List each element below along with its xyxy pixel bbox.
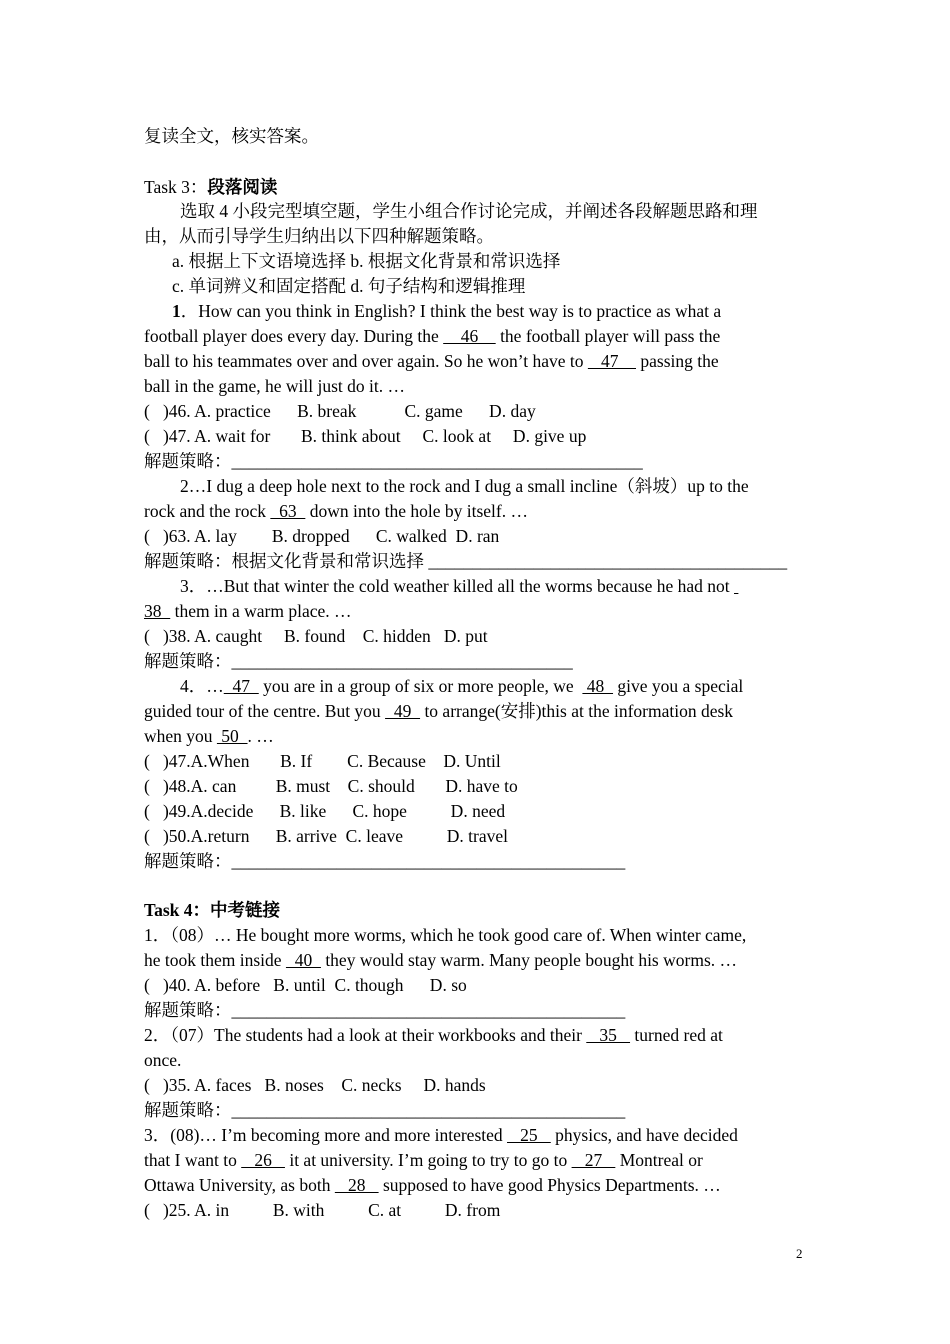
blank-48[interactable]: 48 [582,676,614,696]
task4-heading: Task 4：中考链接 [144,900,280,920]
passage-4-line-3: when you 50 . … [144,726,274,746]
task3-intro-line-1: 选取 4 小段完型填空题，学生小组合作讨论完成，并阐述各段解题思路和理 [180,201,758,221]
question-35: ( )35. A. faces B. noses C. necks D. hands [144,1075,486,1095]
item-2-line-1: 2．（07）The students had a look at their workbooks and their 35 turned red at [144,1025,723,1045]
question-49: ( )49.A.decide B. like C. hope D. need [144,801,506,821]
passage-3-line-2: 38 them in a warm place. … [144,601,352,621]
blank-38[interactable]: 38 [144,601,171,621]
blank-63[interactable]: 63 [270,501,306,521]
passage-3-line-1: 3．…But that winter the cold weather killed all the worms because he had not [180,576,735,596]
strategy-line-1: 解题策略：_______________________________________________ [144,451,643,471]
blank-25[interactable]: 25 [507,1125,551,1145]
question-40: ( )40. A. before B. until C. though D. so [144,975,467,995]
question-63: ( )63. A. lay B. dropped C. walked D. ran [144,526,500,546]
instruction-line: 复读全文，核实答案。 [144,126,319,146]
passage-1-line-3: ball to his teammates over and over again. So he won’t have to 47 passing the [144,351,719,371]
question-46: ( )46. A. practice B. break C. game D. day [144,401,536,421]
page-number: 2 [796,1246,803,1261]
blank-46[interactable]: 46 [443,326,496,346]
question-47b: ( )47.A.When B. If C. Because D. Until [144,751,501,771]
passage-4-line-2: guided tour of the centre. But you 49 to arrange(安排)this at the information desk [144,701,734,721]
question-48: ( )48.A. can B. must C. should D. have to [144,776,518,796]
blank-49[interactable]: 49 [385,701,421,721]
blank-47[interactable]: 47 [587,351,636,371]
item-1-line-1: 1．（08）… He bought more worms, which he took good care of. When winter came, [144,925,747,945]
passage-2-line-1: 2…I dug a deep hole next to the rock and I dug a small incline（斜坡）up to the [180,476,749,496]
passage-2-line-2: rock and the rock 63 down into the hole by itself. … [144,501,528,521]
blank-26[interactable]: 26 [241,1150,285,1170]
passage-4-line-1: 4．… 47 you are in a group of six or more people, we 48 give you a special [180,676,744,696]
passage-1-line-1: 1．How can you think in English? I think the best way is to practice as what a [172,301,722,321]
blank-28[interactable]: 28 [334,1175,379,1195]
passage-1-line-2: football player does every day. During the 46 the football player will pass the [144,326,721,346]
task3-heading: Task 3：段落阅读 [144,177,278,197]
question-50: ( )50.A.return B. arrive C. leave D. travel [144,826,508,846]
item-1-line-2: he took them inside 40 they would stay warm. Many people bought his worms. … [144,950,737,970]
strategy-ab: a. 根据上下文语境选择 b. 根据文化背景和常识选择 [172,251,561,271]
blank-27[interactable]: 27 [571,1150,616,1170]
task3-intro-line-2: 由，从而引导学生归纳出以下四种解题策略。 [144,226,494,246]
passage-1-line-4: ball in the game, he will just do it. … [144,376,406,396]
strategy-cd: c. 单词辨义和固定搭配 d. 句子结构和逻辑推理 [172,276,526,296]
item-3-line-1: 3．(08)… I’m becoming more and more interested 25 physics, and have decided [144,1125,738,1145]
strategy-line-3: 解题策略：_______________________________________ [144,651,573,671]
blank-35[interactable]: 35 [586,1025,631,1045]
strategy-line-2: 解题策略：根据文化背景和常识选择 _________________________________________ [144,551,788,571]
strategy-line-6: 解题策略：_____________________________________________ [144,1100,626,1120]
item-3-line-3: Ottawa University, as both 28 supposed to have good Physics Departments. … [144,1175,721,1195]
blank-50[interactable]: 50 [216,726,248,746]
strategy-line-4: 解题策略：_____________________________________________ [144,851,626,871]
blank-40[interactable]: 40 [285,950,321,970]
item-2-line-2: once. [144,1050,182,1070]
blank-47b[interactable]: 47 [223,676,259,696]
question-47: ( )47. A. wait for B. think about C. look at D. give up [144,426,587,446]
question-38: ( )38. A. caught B. found C. hidden D. put [144,626,488,646]
question-25: ( )25. A. in B. with C. at D. from [144,1200,501,1220]
item-3-line-2: that I want to 26 it at university. I’m going to try to go to 27 Montreal or [144,1150,703,1170]
strategy-line-5: 解题策略：_____________________________________________ [144,1000,626,1020]
